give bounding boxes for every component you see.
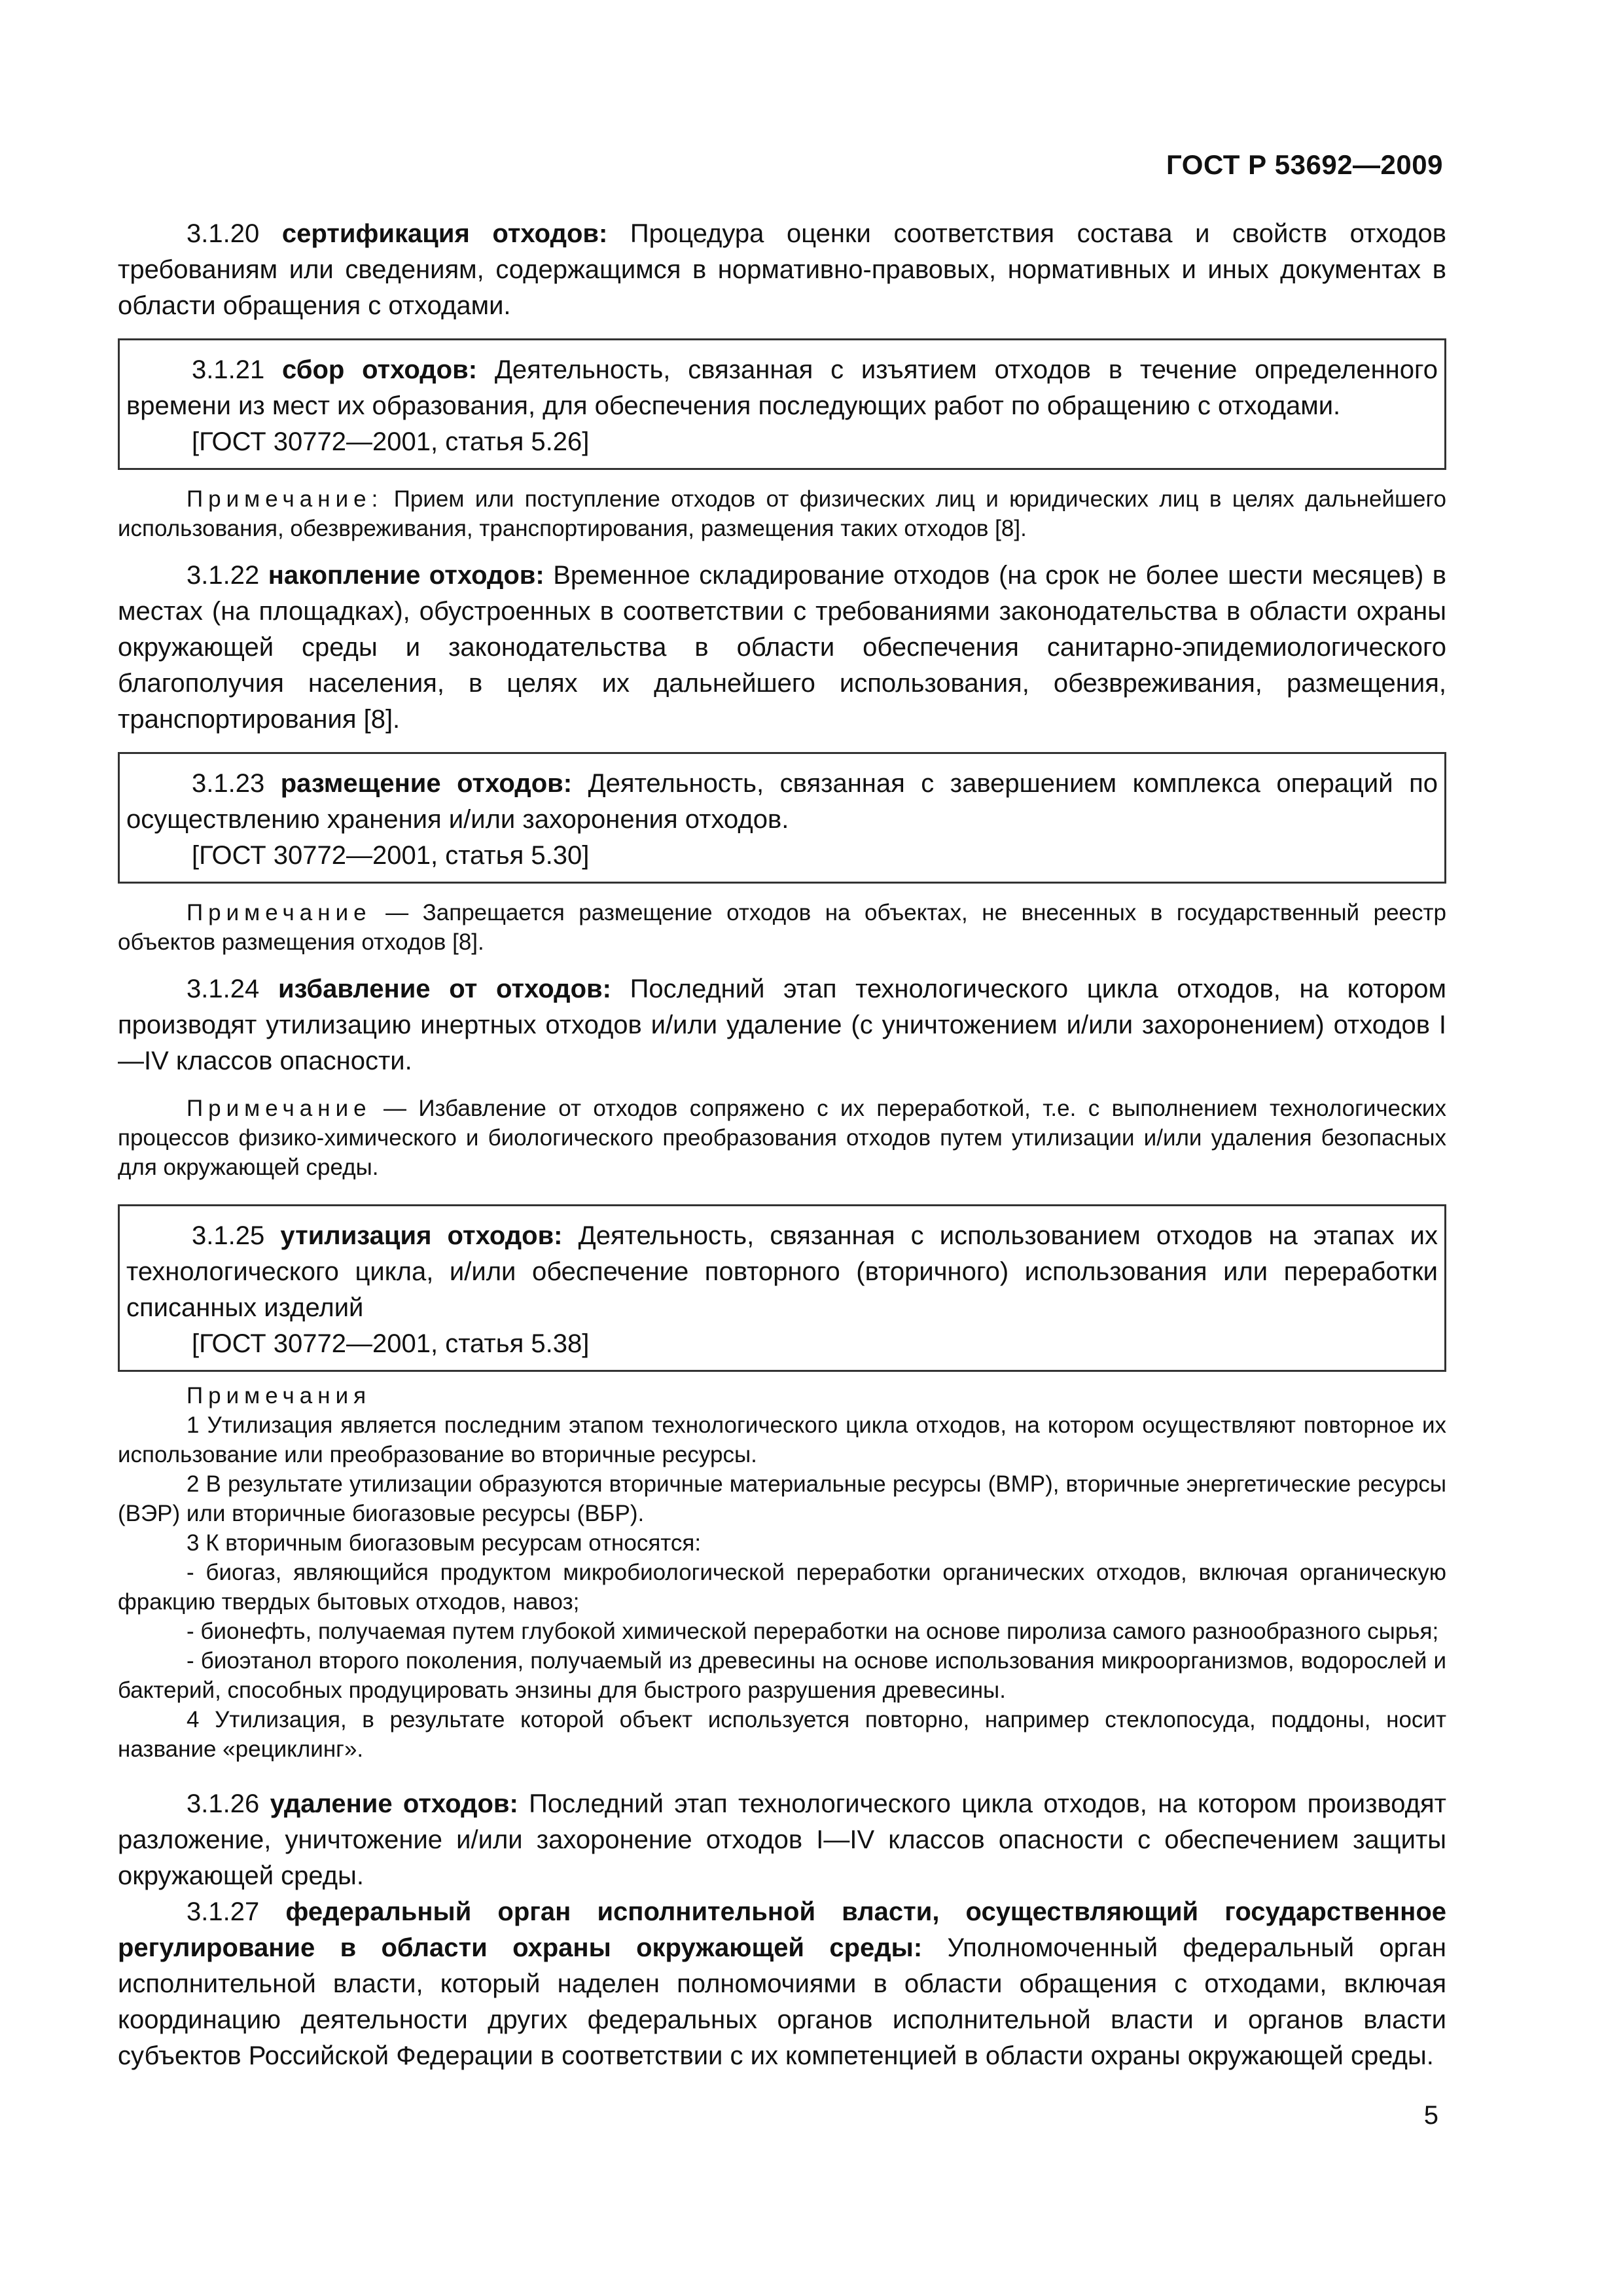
note-text: — Избавление от отходов сопряжено с их переработкой, т.е. с выполнением технологических процессов физико-химического и биологического преобразования отходов путем утилизации и/или удаления безопасных для окружающей среды. — [118, 1096, 1446, 1180]
note-item-3: 3 К вторичным биогазовым ресурсам относятся: — [187, 1530, 702, 1556]
term-reference: [ГОСТ 30772—2001, статья 5.30] — [192, 841, 590, 870]
term-3-1-26 — [118, 1786, 1446, 1894]
note-text: Прием или поступление отходов от физических лиц и юридических лиц в целях дальнейшего использования, обезвреживания, транспортирования, размещения таких отходов [8]. — [118, 486, 1446, 541]
term-definition: Последний этап технологического цикла отходов, на котором производят утилизацию инертных отходов и/или удаление (с уничтожением и/или захоронением) отходов I—IV классов опасности. — [118, 975, 1447, 1075]
term-3-1-27 — [118, 1894, 1446, 2074]
term-definition: Последний этап технологического цикла отходов, на котором производят разложение, уничтожение и/или захоронение отходов I—IV классов опасности с обеспечением защиты окружающей среды. — [118, 1789, 1446, 1890]
note-label: Примечание — [187, 900, 372, 925]
term-3-1-22 — [118, 558, 1446, 738]
term-definition: Деятельность, связанная с завершением комплекса операций по осуществлению хранения и/или захоронения отходов. — [126, 769, 1438, 834]
term-name: накопление отходов: — [268, 561, 544, 590]
term-3-1-23 — [126, 766, 1438, 838]
term-reference: [ГОСТ 30772—2001, статья 5.38] — [192, 1329, 590, 1358]
note-item-3c: - биоэтанол второго поколения, получаемый из древесины на основе использования микроорганизмов, водорослей и бактерий, способных продуцировать энзины для быстрого разрушения древесины. — [118, 1648, 1446, 1703]
note-label: Примечание — [187, 1096, 372, 1121]
term-definition: Временное складирование отходов (на срок не более шести месяцев) в местах (на площадках), обустроенных в соответствии с требованиями законодательства в области охраны окружающей среды и законодательства в области обеспечения санитарно-эпидемиологического благополучия населения, в целях их дальнейшего использования, обезвреживания, размещения, транспортирования [8]. — [118, 561, 1446, 734]
term-name: сертификация отходов: — [281, 219, 608, 248]
boxed-term-3-1-23 — [118, 752, 1446, 884]
term-number: 3.1.21 — [192, 355, 265, 384]
note-text: — Запрещается размещение отходов на объектах, не внесенных в государственный реестр объектов размещения отходов [8]. — [118, 900, 1446, 955]
term-name: размещение отходов: — [280, 769, 573, 798]
term-reference: [ГОСТ 30772—2001, статья 5.26] — [192, 427, 590, 456]
term-name: федеральный орган исполнительной власти, осуществляющий государственное регулирование в области охраны окружающей среды: — [118, 1897, 1447, 1962]
page-number: 5 — [1423, 2101, 1438, 2130]
note-item-3b: - бионефть, получаемая путем глубокой химической переработки на основе пиролиза самого разнообразного сырья; — [187, 1619, 1439, 1644]
term-number: 3.1.24 — [187, 975, 260, 1003]
term-number: 3.1.22 — [187, 561, 260, 590]
term-name: удаление отходов: — [270, 1789, 518, 1818]
term-name: сбор отходов: — [282, 355, 478, 384]
term-number: 3.1.26 — [187, 1789, 260, 1818]
term-3-1-24 — [118, 971, 1446, 1079]
note-item-2: 2 В результате утилизации образуются вторичные материальные ресурсы (ВМР), вторичные энергетические ресурсы (ВЭР) или вторичные биогазовые ресурсы (ВБР). — [118, 1471, 1446, 1526]
note-3-1-21 — [118, 484, 1446, 543]
term-definition: Процедура оценки соответствия состава и свойств отходов требованиям или сведениям, содержащимся в нормативно-правовых, нормативных и иных документах в области обращения с отходами. — [118, 219, 1447, 320]
term-definition: Деятельность, связанная с использованием отходов на этапах их технологического цикла, и/или обеспечение повторного (вторичного) использования или переработки списанных изделий — [126, 1221, 1438, 1322]
note-item-4: 4 Утилизация, в результате которой объект используется повторно, например стеклопосуда, поддоны, носит название «рециклинг». — [118, 1707, 1446, 1762]
term-definition: Деятельность, связанная с изъятием отходов в течение определенного времени из мест их образования, для обеспечения последующих работ по обращению с отходами. — [126, 355, 1438, 420]
note-3-1-24 — [118, 1094, 1446, 1182]
boxed-term-3-1-21 — [118, 338, 1446, 470]
term-3-1-25 — [126, 1218, 1438, 1326]
note-item-1: 1 Утилизация является последним этапом технологического цикла отходов, на котором осуществляют повторное их использование или преобразование во вторичные ресурсы. — [118, 1412, 1446, 1467]
standard-header: ГОСТ Р 53692—2009 — [1166, 149, 1443, 180]
term-name: избавление от отходов: — [277, 975, 611, 1003]
term-number: 3.1.25 — [192, 1221, 265, 1250]
notes-label: Примечания — [187, 1383, 372, 1408]
term-3-1-21 — [126, 352, 1438, 424]
term-3-1-20 — [118, 216, 1446, 324]
notes-heading — [118, 1381, 1446, 1410]
note-label: Примечание: — [187, 486, 383, 512]
note-3-1-23 — [118, 898, 1446, 957]
term-name: утилизация отходов: — [280, 1221, 563, 1250]
term-number: 3.1.27 — [187, 1897, 260, 1926]
term-definition: Уполномоченный федеральный орган исполнительной власти, который наделен полномочиями в области обращения с отходами, включая координацию деятельности других федеральных органов исполнительной власти и органов власти субъектов Российской Федерации в соответствии с их компетенцией в области охраны окружающей среды. — [118, 1933, 1446, 2070]
boxed-term-3-1-25 — [118, 1204, 1446, 1372]
term-number: 3.1.20 — [187, 219, 260, 248]
page-body — [118, 216, 1446, 2074]
note-item-3a: - биогаз, являющийся продуктом микробиологической переработки органических отходов, включая органическую фракцию твердых бытовых отходов, навоз; — [118, 1560, 1446, 1615]
term-number: 3.1.23 — [192, 769, 265, 798]
